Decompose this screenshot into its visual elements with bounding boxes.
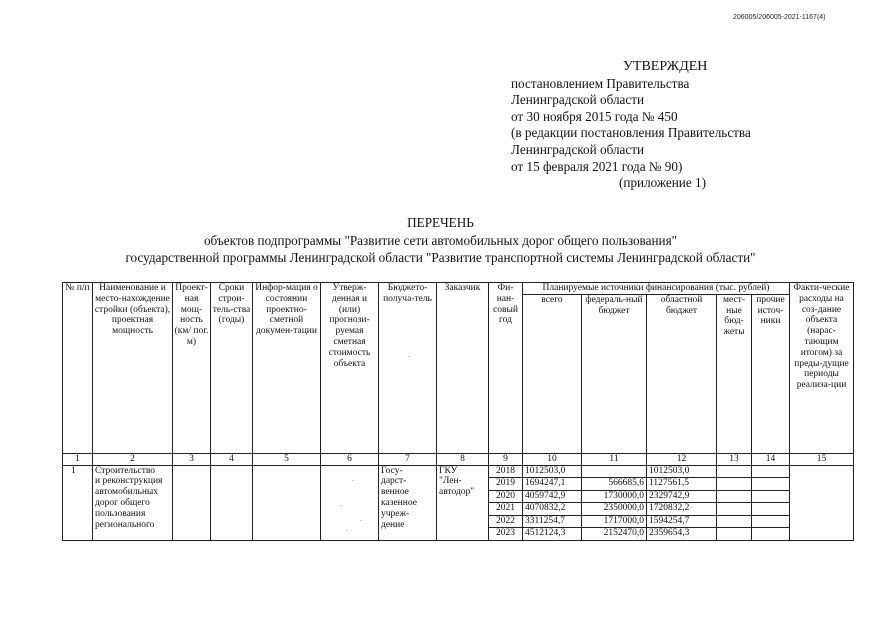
item-docs-info bbox=[253, 465, 321, 540]
regional-value: 1012503,0 bbox=[647, 465, 717, 478]
local-value bbox=[717, 503, 752, 516]
total-value: 4070832,2 bbox=[523, 503, 582, 516]
column-number: 3 bbox=[173, 453, 211, 465]
fiscal-year: 2022 bbox=[489, 515, 523, 528]
local-value bbox=[717, 490, 752, 503]
total-value: 1694247,1 bbox=[523, 478, 582, 491]
scan-speck bbox=[352, 480, 354, 481]
header-docs-info: Инфор-мация о состоянии проектно-сметной докумен-тации bbox=[253, 283, 321, 454]
header-capacity: Проект-ная мощ-ность (км/ пог. м) bbox=[173, 283, 211, 454]
document-number: 206005/206005-2021-1167(4) bbox=[733, 14, 826, 21]
recipient-line: Госу- bbox=[381, 465, 403, 476]
regional-value: 1720832,2 bbox=[647, 503, 717, 516]
scan-speck bbox=[346, 530, 348, 531]
header-customer: Заказчик bbox=[437, 283, 489, 454]
item-customer bbox=[437, 465, 489, 540]
header-terms: Сроки строи-тель-ства (годы) bbox=[211, 283, 253, 454]
approval-line: Ленинградской области bbox=[511, 92, 645, 108]
recipient-line: казенное bbox=[381, 497, 417, 508]
document-title bbox=[0, 214, 881, 267]
item-name-line: дорог общего bbox=[95, 497, 150, 508]
column-number: 9 bbox=[489, 453, 523, 465]
other-value bbox=[752, 478, 790, 491]
item-number: 1 bbox=[63, 465, 93, 540]
recipient-line: дение bbox=[381, 519, 405, 530]
item-name-line: регионального bbox=[95, 519, 155, 530]
total-value: 1012503,0 bbox=[523, 465, 582, 478]
appendix-label: (приложение 1) bbox=[619, 175, 706, 191]
column-number: 14 bbox=[752, 453, 790, 465]
regional-value: 1127561,5 bbox=[647, 478, 717, 491]
column-number: 4 bbox=[211, 453, 253, 465]
recipient-line: дарст- bbox=[381, 476, 407, 487]
fiscal-year: 2023 bbox=[489, 528, 523, 541]
other-value bbox=[752, 515, 790, 528]
title-subprogram: объектов подпрограммы "Развитие сети автомобильных дорог общего пользования" bbox=[203, 232, 678, 248]
column-number: 12 bbox=[647, 453, 717, 465]
header-name: Наименование и место-нахождение стройки (объекта), проектная мощность bbox=[93, 283, 173, 454]
header-estimated-cost: Утверж-денная и (или) прогнози-руемая сметная стоимость объекта bbox=[321, 283, 379, 454]
header-total: всего bbox=[523, 294, 582, 453]
approval-line: постановлением Правительства bbox=[511, 75, 690, 91]
approval-line: Ленинградской области bbox=[511, 141, 645, 157]
customer-line: ГКУ bbox=[439, 465, 458, 476]
approval-stamp bbox=[511, 59, 751, 192]
recipient-line: венное bbox=[381, 487, 409, 498]
title-heading: ПЕРЕЧЕНЬ bbox=[407, 215, 474, 230]
item-name-line: автомобильных bbox=[95, 487, 159, 498]
federal-value: 1717000,0 bbox=[582, 515, 647, 528]
federal-value: 566685,6 bbox=[582, 478, 647, 491]
regional-value: 1594254,7 bbox=[647, 515, 717, 528]
local-value bbox=[717, 515, 752, 528]
recipient-line: учреж- bbox=[381, 508, 410, 519]
item-name-line: пользования bbox=[95, 508, 146, 519]
header-federal: федераль-ный бюджет bbox=[582, 294, 647, 453]
federal-value: 2350000,0 bbox=[582, 503, 647, 516]
customer-line: "Лен- bbox=[439, 476, 462, 487]
column-number: 6 bbox=[321, 453, 379, 465]
approval-heading: УТВЕРЖДЕН bbox=[623, 59, 708, 74]
other-value bbox=[752, 503, 790, 516]
other-value bbox=[752, 528, 790, 541]
header-other: прочие источ-ники bbox=[752, 294, 790, 453]
item-name-line: и реконструкция bbox=[95, 476, 163, 487]
scan-speck bbox=[340, 505, 342, 506]
scan-speck bbox=[408, 356, 410, 357]
item-terms bbox=[211, 465, 253, 540]
column-number: 5 bbox=[253, 453, 321, 465]
other-value bbox=[752, 490, 790, 503]
approval-line: от 15 февраля 2021 года № 90) bbox=[511, 158, 683, 174]
item-estimated-cost bbox=[321, 465, 379, 540]
fiscal-year: 2021 bbox=[489, 503, 523, 516]
column-number: 10 bbox=[523, 453, 582, 465]
federal-value: 1730000,0 bbox=[582, 490, 647, 503]
objects-table bbox=[62, 282, 854, 541]
header-financing-group: Планируемые источники финансирования (тыс. рублей) bbox=[523, 283, 790, 295]
total-value: 4512124,3 bbox=[523, 528, 582, 541]
local-value bbox=[717, 478, 752, 491]
other-value bbox=[752, 465, 790, 478]
column-number: 13 bbox=[717, 453, 752, 465]
fiscal-year: 2019 bbox=[489, 478, 523, 491]
scan-speck bbox=[360, 520, 362, 521]
header-fiscal-year: Фи-нан-совый год bbox=[489, 283, 523, 454]
column-number: 8 bbox=[437, 453, 489, 465]
total-value: 4059742,9 bbox=[523, 490, 582, 503]
item-actual-expenses bbox=[790, 465, 854, 540]
item-budget-recipient bbox=[379, 465, 437, 540]
header-local: мест-ные бюд-жеты bbox=[717, 294, 752, 453]
column-number: 7 bbox=[379, 453, 437, 465]
column-number: 1 bbox=[63, 453, 93, 465]
column-number: 11 bbox=[582, 453, 647, 465]
fiscal-year: 2020 bbox=[489, 490, 523, 503]
federal-value: 2152470,0 bbox=[582, 528, 647, 541]
header-actual-expenses: Факти-ческие расходы на соз-дание объекта (нарас-тающим итогом) за преды-дущие периоды реализа-ции bbox=[790, 283, 854, 454]
approval-line: (в редакции постановления Правительства bbox=[511, 125, 751, 141]
item-capacity bbox=[173, 465, 211, 540]
column-number: 2 bbox=[93, 453, 173, 465]
item-name-line: Строительство bbox=[95, 465, 156, 476]
local-value bbox=[717, 465, 752, 478]
title-program: государственной программы Ленинградской области "Развитие транспортной системы Ленинградской области" bbox=[125, 250, 756, 265]
column-number: 15 bbox=[790, 453, 854, 465]
federal-value bbox=[582, 465, 647, 478]
item-name bbox=[93, 465, 173, 540]
header-budget-recipient: Бюджето-получа-тель bbox=[379, 283, 437, 454]
header-regional: областной бюджет bbox=[647, 294, 717, 453]
local-value bbox=[717, 528, 752, 541]
fiscal-year: 2018 bbox=[489, 465, 523, 478]
regional-value: 2359654,3 bbox=[647, 528, 717, 541]
customer-line: автодор" bbox=[439, 487, 475, 498]
approval-line: от 30 ноября 2015 года № 450 bbox=[511, 108, 678, 124]
total-value: 3311254,7 bbox=[523, 515, 582, 528]
header-num: № п/п bbox=[63, 283, 93, 454]
regional-value: 2329742,9 bbox=[647, 490, 717, 503]
